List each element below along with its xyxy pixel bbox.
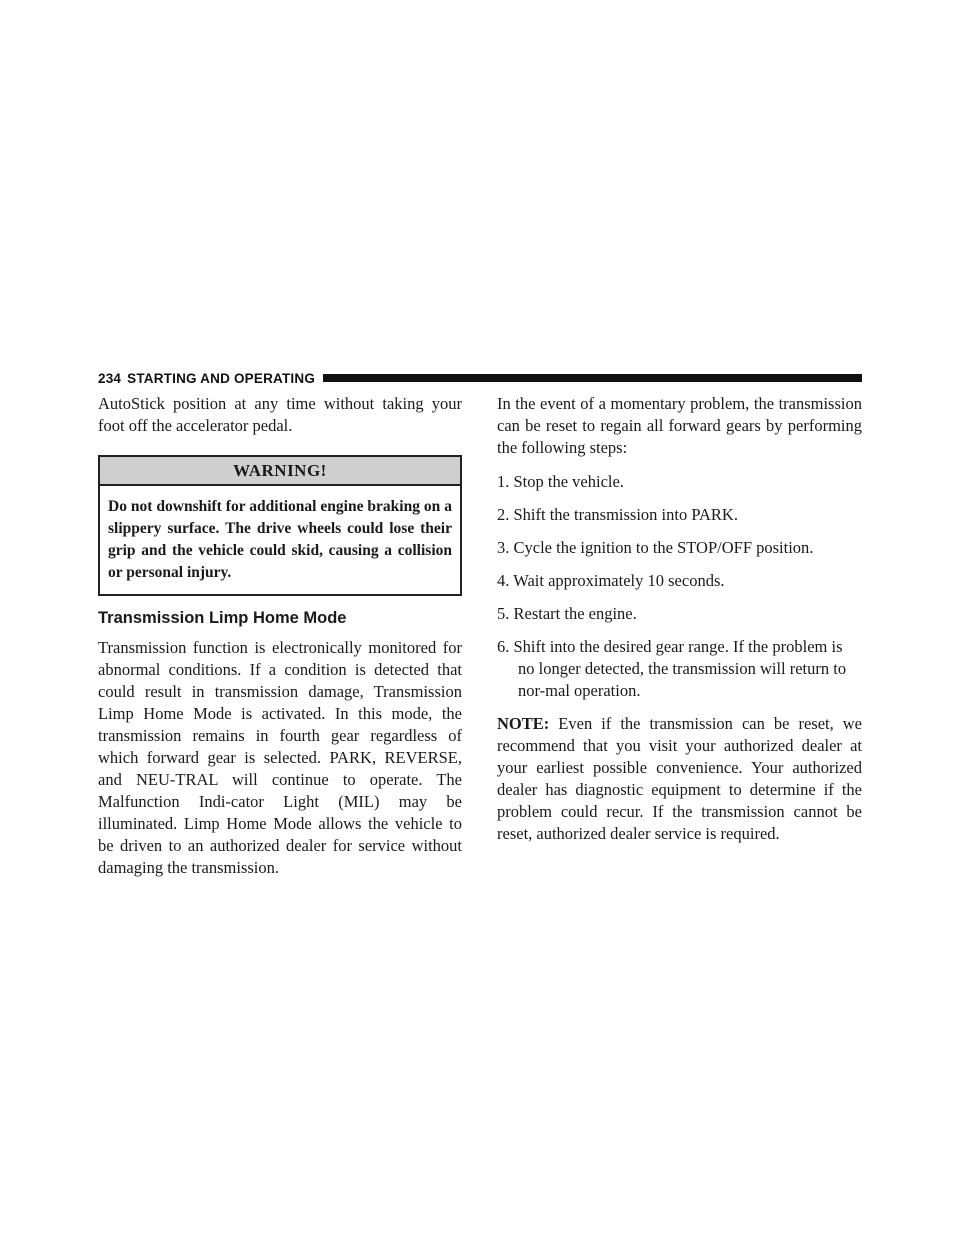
note-paragraph: [497, 713, 862, 845]
right-column: [497, 393, 862, 845]
intro-paragraph: AutoStick position at any time without taking your foot off the accelerator pedal.: [98, 394, 462, 435]
list-item: 1. Stop the vehicle.: [497, 472, 624, 491]
warning-box: [98, 455, 462, 596]
limp-home-paragraph: Transmission function is electronically monitored for abnormal conditions. If a condition is detected that could result in transmission damage, Transmission Limp Home Mode is activated. In this mode, the transmission remains in fourth gear regardless of which forward gear is selected. PARK, REVERSE, and NEU-TRAL will continue to operate. The Malfunction Indi-cator Light (MIL) may be illuminated. Limp Home Mode allows the vehicle to be driven to an authorized dealer for service without damaging the transmission.: [98, 638, 462, 877]
section-heading: Transmission Limp Home Mode: [98, 609, 347, 627]
steps-list: [497, 471, 862, 702]
page-number: 234: [98, 370, 122, 386]
list-item: 3. Cycle the ignition to the STOP/OFF position.: [497, 538, 814, 557]
note-text: Even if the transmission can be reset, we recommend that you visit your authorized dealer at your earliest possible convenience. Your authorized dealer has diagnostic equipment to determine if the problem could recur. If the transmission cannot be reset, authorized dealer service is required.: [497, 714, 862, 843]
list-item: 4. Wait approximately 10 seconds.: [497, 571, 725, 590]
page-header: [98, 367, 862, 389]
list-item: 2. Shift the transmission into PARK.: [497, 505, 738, 524]
list-item: 6. Shift into the desired gear range. If the problem is no longer detected, the transmission will return to nor-mal operation.: [497, 637, 847, 700]
list-item: 5. Restart the engine.: [497, 604, 637, 623]
reset-intro-paragraph: In the event of a momentary problem, the transmission can be reset to regain all forward gears by performing the following steps:: [497, 394, 862, 457]
note-label: NOTE:: [497, 714, 550, 733]
section-title: STARTING AND OPERATING: [127, 370, 316, 386]
warning-text: Do not downshift for additional engine braking on a slippery surface. The drive wheels could lose their grip and the vehicle could skid, causing a collision or personal injury.: [108, 498, 452, 581]
header-rule: [323, 374, 862, 382]
left-column: [98, 393, 462, 879]
warning-title: WARNING!: [100, 457, 460, 486]
